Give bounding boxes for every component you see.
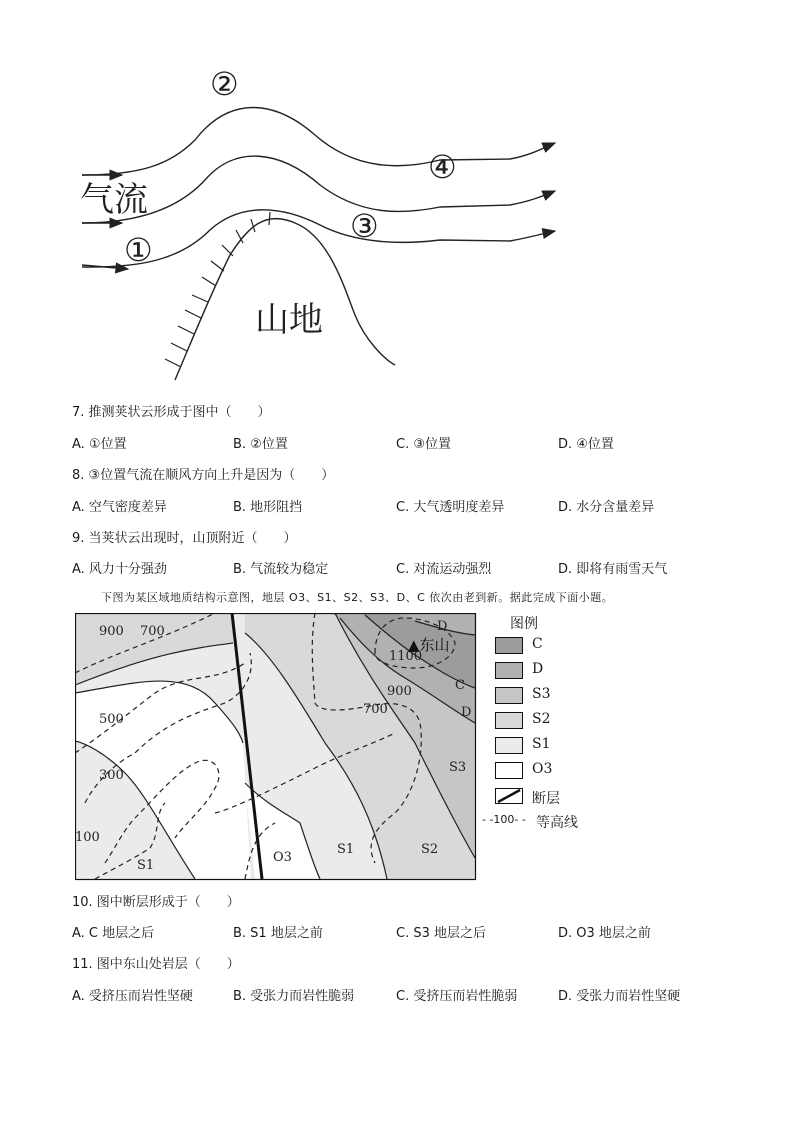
contour-label-700b: 700	[363, 702, 388, 717]
position-1-label: ①	[124, 231, 153, 269]
fault-legend-icon	[495, 788, 523, 804]
contour-label-700a: 700	[140, 624, 165, 639]
question-9-option-a[interactable]: A. 风力十分强劲	[72, 562, 167, 577]
contour-label-900b: 900	[387, 684, 412, 699]
east-mountain-peak: ▲东山	[408, 636, 450, 654]
question-7-stem: 7. 推测荚状云形成于图中（ ）	[72, 405, 271, 420]
legend-swatch-s3	[495, 687, 523, 704]
question-11-option-b[interactable]: B. 受张力而岩性脆弱	[233, 989, 355, 1004]
streamline-bottom	[82, 210, 555, 267]
question-9-stem: 9. 当荚状云出现时，山顶附近（ ）	[72, 531, 297, 546]
contour-label-1100: 1100	[389, 649, 423, 664]
position-2-label: ②	[210, 65, 239, 103]
legend-title: 图例	[510, 616, 538, 632]
question-11-option-c[interactable]: C. 受挤压而岩性脆弱	[396, 989, 518, 1004]
contour-label-500: 500	[99, 712, 124, 727]
contour-legend-sample: - -100- -	[482, 813, 526, 826]
question-10-option-b[interactable]: B. S1 地层之前	[233, 926, 323, 941]
question-10-option-d[interactable]: D. O3 地层之前	[558, 926, 651, 941]
stratum-label-s3: S3	[449, 760, 467, 775]
windward-hatching	[165, 212, 270, 367]
mountain-label: 山地	[255, 300, 323, 340]
stratum-label-s1-left: S1	[137, 858, 155, 873]
question-10-option-a[interactable]: A. C 地层之后	[72, 926, 155, 941]
question-9-option-d[interactable]: D. 即将有雨雪天气	[558, 562, 668, 577]
legend-swatch-d	[495, 662, 523, 679]
legend-label-d: D	[532, 661, 544, 677]
map-legend	[482, 613, 610, 833]
question-8-stem: 8. ③位置气流在顺风方向上升是因为（ ）	[72, 468, 335, 483]
stratum-label-d-top: D	[437, 619, 448, 634]
question-8-option-b[interactable]: B. 地形阻挡	[233, 500, 303, 515]
question-10-stem: 10. 图中断层形成于（ ）	[72, 895, 240, 910]
question-7-option-c[interactable]: C. ③位置	[396, 437, 451, 452]
question-10-option-c[interactable]: C. S3 地层之后	[396, 926, 486, 941]
legend-label-c: C	[532, 636, 543, 652]
legend-swatch-o3	[495, 762, 523, 779]
legend-swatch-s2	[495, 712, 523, 729]
question-7-option-d[interactable]: D. ④位置	[558, 437, 614, 452]
question-11-option-a[interactable]: A. 受挤压而岩性坚硬	[72, 989, 193, 1004]
question-8-option-d[interactable]: D. 水分含量差异	[558, 500, 655, 515]
legend-label-s1: S1	[532, 736, 551, 752]
position-4-label: ④	[428, 148, 457, 186]
position-3-label: ③	[350, 207, 379, 245]
question-7-option-a[interactable]: A. ①位置	[72, 437, 127, 452]
question-11-option-d[interactable]: D. 受张力而岩性坚硬	[558, 989, 681, 1004]
contour-label-300: 300	[99, 768, 124, 783]
question-9-option-b[interactable]: B. 气流较为稳定	[233, 562, 329, 577]
stratum-label-c: C	[455, 678, 465, 693]
stratum-label-s1-right: S1	[337, 842, 355, 857]
contour-label-900a: 900	[99, 624, 124, 639]
question-8-option-c[interactable]: C. 大气透明度差异	[396, 500, 505, 515]
fault-legend-label: 断层	[532, 791, 560, 807]
airflow-label: 气流	[80, 180, 148, 220]
geology-map	[75, 613, 477, 881]
streamline-top	[82, 108, 555, 176]
intro-text: 下图为某区域地质结构示意图，地层 O3、S1、S2、S3、D、C 依次由老到新。据此完成下面小题。	[101, 591, 614, 604]
legend-swatch-s1	[495, 737, 523, 754]
legend-label-s3: S3	[532, 686, 551, 702]
contour-label-100: 100	[75, 830, 100, 845]
question-11-stem: 11. 图中东山处岩层（ ）	[72, 957, 240, 972]
legend-label-s2: S2	[532, 711, 551, 727]
question-7-option-b[interactable]: B. ②位置	[233, 437, 288, 452]
question-9-option-c[interactable]: C. 对流运动强烈	[396, 562, 492, 577]
stratum-label-o3: O3	[273, 850, 292, 865]
contour-legend-label: 等高线	[536, 815, 578, 831]
question-8-option-a[interactable]: A. 空气密度差异	[72, 500, 167, 515]
legend-label-o3: O3	[532, 761, 553, 777]
legend-swatch-c	[495, 637, 523, 654]
stratum-label-d-right: D	[461, 705, 472, 720]
stratum-label-s2: S2	[421, 842, 439, 857]
airflow-figure	[70, 55, 570, 390]
